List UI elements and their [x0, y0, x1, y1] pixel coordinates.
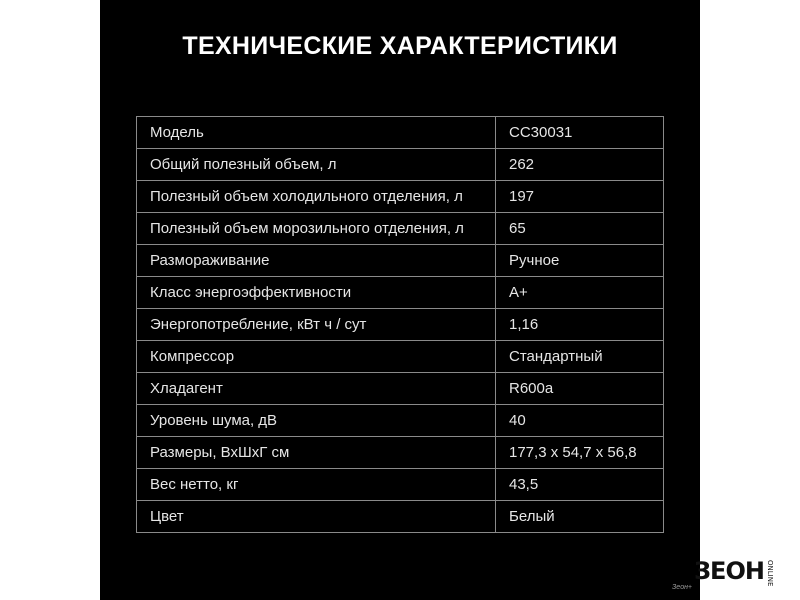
table-row [137, 405, 664, 437]
spec-value: Белый [496, 501, 664, 533]
spec-label: Вес нетто, кг [137, 469, 496, 501]
table-row [137, 373, 664, 405]
spec-label: Полезный объем морозильного отделения, л [137, 213, 496, 245]
spec-label: Хладагент [137, 373, 496, 405]
spec-value: 43,5 [496, 469, 664, 501]
table-row [137, 213, 664, 245]
spec-value: 65 [496, 213, 664, 245]
logo-wordmark: ЗЕОН [694, 557, 764, 585]
page-title: ТЕХНИЧЕСКИЕ ХАРАКТЕРИСТИКИ [182, 32, 618, 60]
spec-label: Модель [137, 117, 496, 149]
spec-label: Общий полезный объем, л [137, 149, 496, 181]
spec-value: 197 [496, 181, 664, 213]
spec-value: CC30031 [496, 117, 664, 149]
spec-value: 262 [496, 149, 664, 181]
spec-value: R600a [496, 373, 664, 405]
logo-side-text: ONLINE [765, 560, 774, 587]
table-row [137, 149, 664, 181]
table-row [137, 341, 664, 373]
table-row [137, 469, 664, 501]
spec-label: Энергопотребление, кВт ч / сут [137, 309, 496, 341]
spec-label: Размеры, ВхШхГ см [137, 437, 496, 469]
spec-value: Ручное [496, 245, 664, 277]
spec-panel [100, 0, 700, 600]
spec-value: A+ [496, 277, 664, 309]
table-row [137, 437, 664, 469]
spec-label: Полезный объем холодильного отделения, л [137, 181, 496, 213]
spec-label: Уровень шума, дВ [137, 405, 496, 437]
table-row [137, 501, 664, 533]
spec-label: Размораживание [137, 245, 496, 277]
spec-value: 1,16 [496, 309, 664, 341]
spec-value: 177,3 х 54,7 х 56,8 [496, 437, 664, 469]
table-row [137, 117, 664, 149]
spec-label: Компрессор [137, 341, 496, 373]
brand-logo[interactable] [694, 556, 774, 586]
specs-table [136, 116, 664, 533]
table-row [137, 245, 664, 277]
spec-value: 40 [496, 405, 664, 437]
table-row [137, 181, 664, 213]
spec-value: Стандартный [496, 341, 664, 373]
watermark: Зеон+ [672, 584, 693, 591]
spec-label: Класс энергоэффективности [137, 277, 496, 309]
table-row [137, 309, 664, 341]
table-row [137, 277, 664, 309]
spec-label: Цвет [137, 501, 496, 533]
